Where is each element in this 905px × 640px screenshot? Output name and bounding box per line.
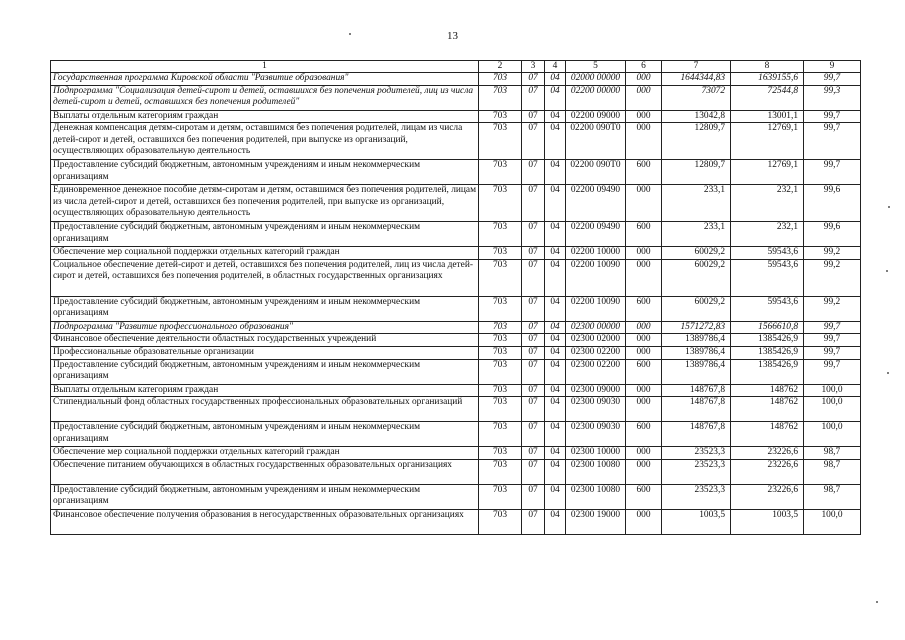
row-subsection-cell: 04 xyxy=(545,484,566,509)
row-actual-cell: 148762 xyxy=(731,422,804,447)
row-percent-cell: 100,0 xyxy=(804,384,861,397)
table-row xyxy=(51,85,861,110)
row-subsection-cell: 04 xyxy=(545,509,566,534)
page-number: 13 xyxy=(447,30,458,42)
row-code-cell: 703 xyxy=(479,259,522,296)
table-row xyxy=(51,397,861,422)
row-name-cell: Финансовое обеспечение деятельности областных государственных учреждений xyxy=(51,334,479,347)
scan-speck xyxy=(886,270,888,272)
row-code-cell: 703 xyxy=(479,296,522,321)
row-code-cell: 703 xyxy=(479,397,522,422)
row-planned-cell: 12809,7 xyxy=(662,123,731,160)
table-row xyxy=(51,247,861,260)
row-percent-cell: 98,7 xyxy=(804,484,861,509)
row-name-cell: Обеспечение питанием обучающихся в областных государственных образовательных организациях xyxy=(51,459,479,484)
row-percent-cell: 100,0 xyxy=(804,422,861,447)
header-cell: 4 xyxy=(545,61,566,73)
row-planned-cell: 148767,8 xyxy=(662,397,731,422)
row-subsection-cell: 04 xyxy=(545,384,566,397)
row-name-cell: Финансовое обеспечение получения образования в негосударственных образовательных организациях xyxy=(51,509,479,534)
row-target-cell: 02200 09490 xyxy=(566,222,626,247)
row-section-cell: 07 xyxy=(522,222,545,247)
row-expense-type-cell: 600 xyxy=(626,160,662,185)
table-row xyxy=(51,185,861,222)
header-cell: 7 xyxy=(662,61,731,73)
budget-table xyxy=(50,60,861,535)
row-expense-type-cell: 000 xyxy=(626,123,662,160)
row-target-cell: 02000 00000 xyxy=(566,73,626,86)
row-section-cell: 07 xyxy=(522,447,545,460)
row-code-cell: 703 xyxy=(479,185,522,222)
row-code-cell: 703 xyxy=(479,110,522,123)
row-section-cell: 07 xyxy=(522,459,545,484)
row-target-cell: 02300 09030 xyxy=(566,422,626,447)
row-actual-cell: 23226,6 xyxy=(731,447,804,460)
row-expense-type-cell: 000 xyxy=(626,447,662,460)
row-target-cell: 02200 090Т0 xyxy=(566,160,626,185)
row-code-cell: 703 xyxy=(479,247,522,260)
row-planned-cell: 148767,8 xyxy=(662,422,731,447)
row-planned-cell: 73072 xyxy=(662,85,731,110)
row-name-cell: Социальное обеспечение детей-сирот и детей, оставшихся без попечения родителей, лиц из числа детей-сирот и детей, оставшихся без попечения родителей, в областных государственных организациях xyxy=(51,259,479,296)
row-expense-type-cell: 600 xyxy=(626,359,662,384)
row-code-cell: 703 xyxy=(479,484,522,509)
row-code-cell: 703 xyxy=(479,73,522,86)
row-actual-cell: 1385426,9 xyxy=(731,359,804,384)
row-section-cell: 07 xyxy=(522,296,545,321)
row-code-cell: 703 xyxy=(479,222,522,247)
row-actual-cell: 148762 xyxy=(731,384,804,397)
table-row xyxy=(51,447,861,460)
row-name-cell: Государственная программа Кировской области "Развитие образования" xyxy=(51,73,479,86)
row-expense-type-cell: 600 xyxy=(626,296,662,321)
row-planned-cell: 13042,8 xyxy=(662,110,731,123)
row-actual-cell: 1566610,8 xyxy=(731,321,804,334)
row-actual-cell: 232,1 xyxy=(731,222,804,247)
row-actual-cell: 59543,6 xyxy=(731,247,804,260)
row-target-cell: 02300 02200 xyxy=(566,359,626,384)
row-expense-type-cell: 000 xyxy=(626,397,662,422)
scan-speck xyxy=(349,33,351,35)
row-expense-type-cell: 000 xyxy=(626,185,662,222)
header-cell: 3 xyxy=(522,61,545,73)
row-actual-cell: 13001,1 xyxy=(731,110,804,123)
row-subsection-cell: 04 xyxy=(545,123,566,160)
row-subsection-cell: 04 xyxy=(545,321,566,334)
row-target-cell: 02300 10080 xyxy=(566,459,626,484)
row-target-cell: 02200 090Т0 xyxy=(566,123,626,160)
row-percent-cell: 99,7 xyxy=(804,73,861,86)
row-planned-cell: 1644344,83 xyxy=(662,73,731,86)
row-target-cell: 02300 09030 xyxy=(566,397,626,422)
row-percent-cell: 99,7 xyxy=(804,110,861,123)
row-actual-cell: 12769,1 xyxy=(731,123,804,160)
row-actual-cell: 1385426,9 xyxy=(731,346,804,359)
row-name-cell: Предоставление субсидий бюджетным, автономным учреждениям и иным некоммерческим организациям xyxy=(51,296,479,321)
row-actual-cell: 59543,6 xyxy=(731,259,804,296)
row-name-cell: Предоставление субсидий бюджетным, автономным учреждениям и иным некоммерческим организациям xyxy=(51,222,479,247)
row-section-cell: 07 xyxy=(522,509,545,534)
row-percent-cell: 100,0 xyxy=(804,397,861,422)
row-subsection-cell: 04 xyxy=(545,359,566,384)
row-name-cell: Подпрограмма "Социализация детей-сирот и детей, оставшихся без попечения родителей, лиц из числа детей-сирот и детей, оставшихся без попечения родителей" xyxy=(51,85,479,110)
row-target-cell: 02200 09490 xyxy=(566,185,626,222)
row-name-cell: Единовременное денежное пособие детям-сиротам и детям, оставшимся без попечения родителей, лицам из числа детей-сирот и детей, оставшихся без попечения родителей, при выпуске из организаций, осуществляющих образовательную деятельность xyxy=(51,185,479,222)
row-expense-type-cell: 000 xyxy=(626,247,662,260)
row-percent-cell: 99,7 xyxy=(804,123,861,160)
row-actual-cell: 148762 xyxy=(731,397,804,422)
row-target-cell: 02200 00000 xyxy=(566,85,626,110)
header-row xyxy=(51,61,861,73)
row-subsection-cell: 04 xyxy=(545,160,566,185)
row-name-cell: Выплаты отдельным категориям граждан xyxy=(51,110,479,123)
row-subsection-cell: 04 xyxy=(545,346,566,359)
row-percent-cell: 99,7 xyxy=(804,334,861,347)
row-section-cell: 07 xyxy=(522,160,545,185)
row-percent-cell: 99,2 xyxy=(804,247,861,260)
row-subsection-cell: 04 xyxy=(545,185,566,222)
row-planned-cell: 12809,7 xyxy=(662,160,731,185)
row-code-cell: 703 xyxy=(479,334,522,347)
row-section-cell: 07 xyxy=(522,334,545,347)
row-section-cell: 07 xyxy=(522,110,545,123)
row-planned-cell: 1389786,4 xyxy=(662,359,731,384)
row-section-cell: 07 xyxy=(522,185,545,222)
row-planned-cell: 23523,3 xyxy=(662,484,731,509)
row-actual-cell: 72544,8 xyxy=(731,85,804,110)
row-percent-cell: 99,2 xyxy=(804,259,861,296)
row-expense-type-cell: 000 xyxy=(626,334,662,347)
row-subsection-cell: 04 xyxy=(545,222,566,247)
row-expense-type-cell: 000 xyxy=(626,110,662,123)
row-planned-cell: 1389786,4 xyxy=(662,346,731,359)
table-row xyxy=(51,123,861,160)
row-code-cell: 703 xyxy=(479,447,522,460)
row-expense-type-cell: 000 xyxy=(626,346,662,359)
row-expense-type-cell: 600 xyxy=(626,422,662,447)
row-planned-cell: 1389786,4 xyxy=(662,334,731,347)
row-code-cell: 703 xyxy=(479,459,522,484)
row-percent-cell: 100,0 xyxy=(804,509,861,534)
row-section-cell: 07 xyxy=(522,346,545,359)
table-row xyxy=(51,334,861,347)
row-code-cell: 703 xyxy=(479,123,522,160)
row-subsection-cell: 04 xyxy=(545,447,566,460)
row-subsection-cell: 04 xyxy=(545,397,566,422)
row-section-cell: 07 xyxy=(522,397,545,422)
row-planned-cell: 60029,2 xyxy=(662,296,731,321)
row-section-cell: 07 xyxy=(522,123,545,160)
row-expense-type-cell: 000 xyxy=(626,509,662,534)
header-cell: 1 xyxy=(51,61,479,73)
row-planned-cell: 23523,3 xyxy=(662,447,731,460)
header-cell: 6 xyxy=(626,61,662,73)
row-target-cell: 02300 00000 xyxy=(566,321,626,334)
table-row xyxy=(51,73,861,86)
row-expense-type-cell: 000 xyxy=(626,259,662,296)
scan-speck xyxy=(888,206,890,208)
table-row xyxy=(51,509,861,534)
row-code-cell: 703 xyxy=(479,160,522,185)
row-name-cell: Обеспечение мер социальной поддержки отдельных категорий граждан xyxy=(51,447,479,460)
row-name-cell: Предоставление субсидий бюджетным, автономным учреждениям и иным некоммерческим организациям xyxy=(51,484,479,509)
header-cell: 9 xyxy=(804,61,861,73)
row-target-cell: 02200 10000 xyxy=(566,247,626,260)
row-target-cell: 02200 09000 xyxy=(566,110,626,123)
row-subsection-cell: 04 xyxy=(545,85,566,110)
row-expense-type-cell: 000 xyxy=(626,384,662,397)
header-cell: 5 xyxy=(566,61,626,73)
table-body xyxy=(51,73,861,535)
table-row xyxy=(51,346,861,359)
table-row xyxy=(51,321,861,334)
row-subsection-cell: 04 xyxy=(545,73,566,86)
row-expense-type-cell: 600 xyxy=(626,484,662,509)
row-code-cell: 703 xyxy=(479,384,522,397)
row-percent-cell: 98,7 xyxy=(804,459,861,484)
row-actual-cell: 23226,6 xyxy=(731,484,804,509)
row-section-cell: 07 xyxy=(522,422,545,447)
row-actual-cell: 232,1 xyxy=(731,185,804,222)
row-percent-cell: 99,7 xyxy=(804,321,861,334)
row-actual-cell: 1639155,6 xyxy=(731,73,804,86)
row-target-cell: 02200 10090 xyxy=(566,296,626,321)
row-subsection-cell: 04 xyxy=(545,110,566,123)
row-section-cell: 07 xyxy=(522,321,545,334)
row-code-cell: 703 xyxy=(479,422,522,447)
table-row xyxy=(51,160,861,185)
row-planned-cell: 23523,3 xyxy=(662,459,731,484)
row-code-cell: 703 xyxy=(479,321,522,334)
row-code-cell: 703 xyxy=(479,85,522,110)
row-section-cell: 07 xyxy=(522,247,545,260)
row-percent-cell: 99,6 xyxy=(804,185,861,222)
row-planned-cell: 60029,2 xyxy=(662,259,731,296)
row-planned-cell: 1003,5 xyxy=(662,509,731,534)
row-actual-cell: 59543,6 xyxy=(731,296,804,321)
row-name-cell: Предоставление субсидий бюджетным, автономным учреждениям и иным некоммерческим организациям xyxy=(51,160,479,185)
row-name-cell: Денежная компенсация детям-сиротам и детям, оставшимся без попечения родителей, лицам из числа детей-сирот и детей, оставшихся без попечения родителей, при выпуске из организаций, осуществляющих образовательную деятельность xyxy=(51,123,479,160)
row-code-cell: 703 xyxy=(479,359,522,384)
row-name-cell: Профессиональные образовательные организации xyxy=(51,346,479,359)
row-expense-type-cell: 000 xyxy=(626,85,662,110)
table-row xyxy=(51,459,861,484)
table-row xyxy=(51,484,861,509)
row-target-cell: 02300 19000 xyxy=(566,509,626,534)
row-section-cell: 07 xyxy=(522,73,545,86)
row-percent-cell: 99,3 xyxy=(804,85,861,110)
row-section-cell: 07 xyxy=(522,384,545,397)
header-cell: 8 xyxy=(731,61,804,73)
row-name-cell: Предоставление субсидий бюджетным, автономным учреждениям и иным некоммерческим организациям xyxy=(51,422,479,447)
row-planned-cell: 60029,2 xyxy=(662,247,731,260)
row-actual-cell: 12769,1 xyxy=(731,160,804,185)
table-row xyxy=(51,384,861,397)
table-row xyxy=(51,359,861,384)
row-section-cell: 07 xyxy=(522,484,545,509)
row-section-cell: 07 xyxy=(522,259,545,296)
scan-speck xyxy=(876,601,878,603)
row-name-cell: Подпрограмма "Развитие профессионального образования" xyxy=(51,321,479,334)
row-percent-cell: 99,6 xyxy=(804,222,861,247)
row-expense-type-cell: 000 xyxy=(626,321,662,334)
row-name-cell: Предоставление субсидий бюджетным, автономным учреждениям и иным некоммерческим организациям xyxy=(51,359,479,384)
row-subsection-cell: 04 xyxy=(545,259,566,296)
row-actual-cell: 23226,6 xyxy=(731,459,804,484)
row-code-cell: 703 xyxy=(479,509,522,534)
row-section-cell: 07 xyxy=(522,359,545,384)
row-percent-cell: 99,7 xyxy=(804,160,861,185)
row-expense-type-cell: 000 xyxy=(626,73,662,86)
row-target-cell: 02300 09000 xyxy=(566,384,626,397)
row-name-cell: Выплаты отдельным категориям граждан xyxy=(51,384,479,397)
table-row xyxy=(51,259,861,296)
table-row xyxy=(51,110,861,123)
row-expense-type-cell: 000 xyxy=(626,459,662,484)
scan-speck xyxy=(887,372,889,374)
row-code-cell: 703 xyxy=(479,346,522,359)
row-target-cell: 02300 02000 xyxy=(566,334,626,347)
row-actual-cell: 1003,5 xyxy=(731,509,804,534)
table-row xyxy=(51,222,861,247)
row-subsection-cell: 04 xyxy=(545,459,566,484)
row-subsection-cell: 04 xyxy=(545,422,566,447)
row-section-cell: 07 xyxy=(522,85,545,110)
row-percent-cell: 99,7 xyxy=(804,346,861,359)
row-planned-cell: 233,1 xyxy=(662,222,731,247)
row-planned-cell: 233,1 xyxy=(662,185,731,222)
row-planned-cell: 1571272,83 xyxy=(662,321,731,334)
row-target-cell: 02300 10000 xyxy=(566,447,626,460)
row-percent-cell: 99,2 xyxy=(804,296,861,321)
row-target-cell: 02300 10080 xyxy=(566,484,626,509)
row-planned-cell: 148767,8 xyxy=(662,384,731,397)
table-row xyxy=(51,422,861,447)
row-subsection-cell: 04 xyxy=(545,334,566,347)
row-target-cell: 02300 02200 xyxy=(566,346,626,359)
row-actual-cell: 1385426,9 xyxy=(731,334,804,347)
row-name-cell: Стипендиальный фонд областных государственных профессиональных образовательных организаций xyxy=(51,397,479,422)
header-cell: 2 xyxy=(479,61,522,73)
table-row xyxy=(51,296,861,321)
row-expense-type-cell: 600 xyxy=(626,222,662,247)
row-percent-cell: 99,7 xyxy=(804,359,861,384)
row-subsection-cell: 04 xyxy=(545,247,566,260)
row-name-cell: Обеспечение мер социальной поддержки отдельных категорий граждан xyxy=(51,247,479,260)
row-percent-cell: 98,7 xyxy=(804,447,861,460)
row-subsection-cell: 04 xyxy=(545,296,566,321)
row-target-cell: 02200 10090 xyxy=(566,259,626,296)
